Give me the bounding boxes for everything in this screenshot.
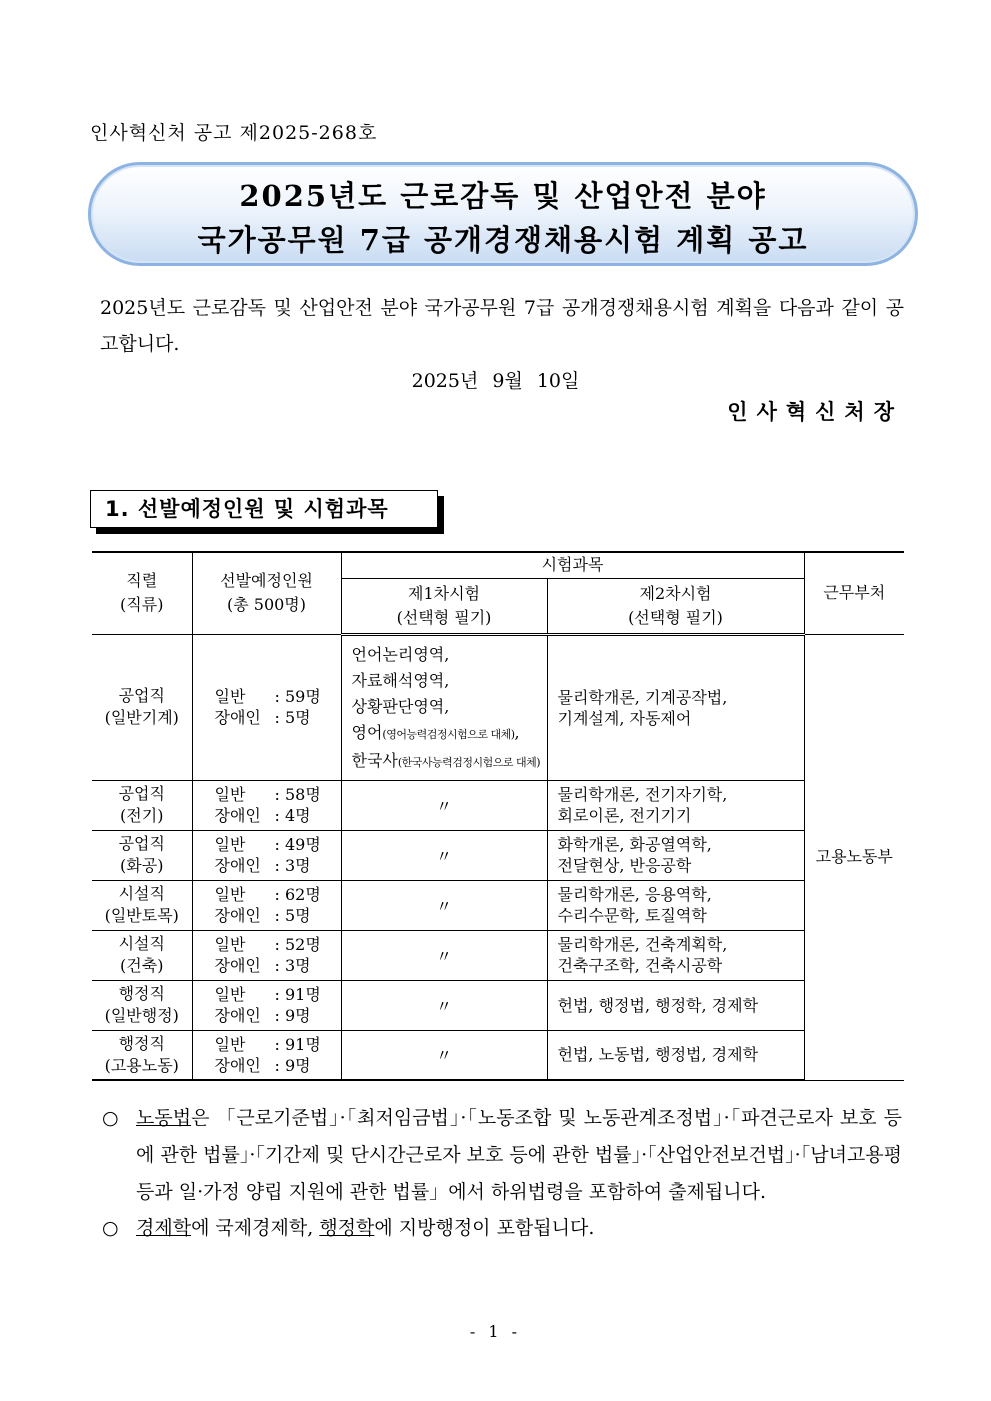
header-count: 선발예정인원 (총 500명) — [192, 552, 341, 634]
ditto-mark: 〃 — [341, 980, 547, 1030]
ditto-mark: 〃 — [341, 880, 547, 930]
count-cell: 일반 : 91명 장애인 : 9명 — [192, 1030, 341, 1080]
title-line-2: 국가공무원 7급 공개경쟁채용시험 계획 공고 — [197, 223, 809, 257]
second-exam-subjects: 물리학개론, 응용역학, 수리수문학, 토질역학 — [547, 880, 804, 930]
second-exam-subjects: 화학개론, 화공열역학, 전달현상, 반응공학 — [547, 830, 804, 880]
count-cell: 일반 : 52명 장애인 : 3명 — [192, 930, 341, 980]
notice-number: 인사혁신처 공고 제2025-268호 — [90, 122, 378, 144]
notice-date: 2025년 9월 10일 — [411, 370, 580, 392]
second-exam-subjects: 물리학개론, 기계공작법, 기계설계, 자동제어 — [547, 634, 804, 780]
ditto-mark: 〃 — [341, 930, 547, 980]
job-cell: 공업직 (일반기계) — [92, 634, 192, 780]
title-line-1: 2025년도 근로감독 및 산업안전 분야 — [239, 179, 767, 213]
count-cell: 일반 : 49명 장애인 : 3명 — [192, 830, 341, 880]
title-box — [88, 162, 918, 266]
dept-cell: 고용노동부 — [804, 634, 904, 1080]
note-1 — [102, 1100, 902, 1211]
count-cell: 일반 : 59명 장애인 : 5명 — [192, 634, 341, 780]
table-row — [92, 880, 904, 930]
count-cell: 일반 : 58명 장애인 : 4명 — [192, 780, 341, 830]
note-bullet: ○ — [102, 1107, 119, 1129]
header-subjects: 시험과목 — [341, 552, 804, 578]
header-first-exam: 제1차시험 (선택형 필기) — [341, 578, 547, 634]
page-number: - 1 - — [469, 1322, 522, 1341]
note1-term: 노동법 — [136, 1107, 192, 1129]
second-exam-subjects: 물리학개론, 건축계획학, 건축구조학, 건축시공학 — [547, 930, 804, 980]
note1-text: 은 「근로기준법」·「최저임금법」·「노동조합 및 노동관계조정법」·「파견근로자 보호 등에 관한 법률」·「기간제 및 단시간근로자 보호 등에 관한 법률」·「산업안전보건법」·「남녀고용평등과 일·가정 양립 지원에 관한 법률」에서 하위법령을 포함하여 출제됩니다. — [136, 1107, 902, 1203]
job-cell: 시설직 (건축) — [92, 930, 192, 980]
table-row — [92, 980, 904, 1030]
job-cell: 행정직 (고용노동) — [92, 1030, 192, 1080]
job-cell: 공업직 (전기) — [92, 780, 192, 830]
second-exam-subjects: 물리학개론, 전기자기학, 회로이론, 전기기기 — [547, 780, 804, 830]
table-row — [92, 930, 904, 980]
note-bullet: ○ — [102, 1217, 119, 1239]
ditto-mark: 〃 — [341, 1030, 547, 1080]
ditto-mark: 〃 — [341, 780, 547, 830]
header-job: 직렬 (직류) — [92, 552, 192, 634]
intro-paragraph: 2025년도 근로감독 및 산업안전 분야 국가공무원 7급 공개경쟁채용시험 계획을 다음과 같이 공고합니다. — [100, 297, 904, 355]
note-2: ○ 경제학에 국제경제학, 행정학에 지방행정이 포함됩니다. — [102, 1210, 902, 1247]
signer: 인사혁신처장 — [727, 399, 903, 424]
table-row — [92, 780, 904, 830]
header-dept: 근무부처 — [804, 552, 904, 634]
first-exam-subjects: 언어논리영역, 자료해석영역, 상황판단영역, 영어(영어능력검정시험으로 대체), 한국사(한국사능력검정시험으로 대체) — [341, 634, 547, 780]
second-exam-subjects: 헌법, 노동법, 행정법, 경제학 — [547, 1030, 804, 1080]
ditto-mark: 〃 — [341, 830, 547, 880]
table-row — [92, 1030, 904, 1080]
section-title: 1. 선발예정인원 및 시험과목 — [90, 490, 438, 528]
note2-term-administration: 행정학 — [319, 1217, 375, 1239]
job-cell: 공업직 (화공) — [92, 830, 192, 880]
job-cell: 시설직 (일반토목) — [92, 880, 192, 930]
job-cell: 행정직 (일반행정) — [92, 980, 192, 1030]
count-cell: 일반 : 62명 장애인 : 5명 — [192, 880, 341, 930]
table-row — [92, 634, 904, 780]
header-second-exam: 제2차시험 (선택형 필기) — [547, 578, 804, 634]
table-row — [92, 830, 904, 880]
second-exam-subjects: 헌법, 행정법, 행정학, 경제학 — [547, 980, 804, 1030]
note2-term-economics: 경제학 — [136, 1217, 192, 1239]
exam-table — [92, 551, 904, 1081]
section-heading — [90, 490, 438, 528]
count-cell: 일반 : 91명 장애인 : 9명 — [192, 980, 341, 1030]
